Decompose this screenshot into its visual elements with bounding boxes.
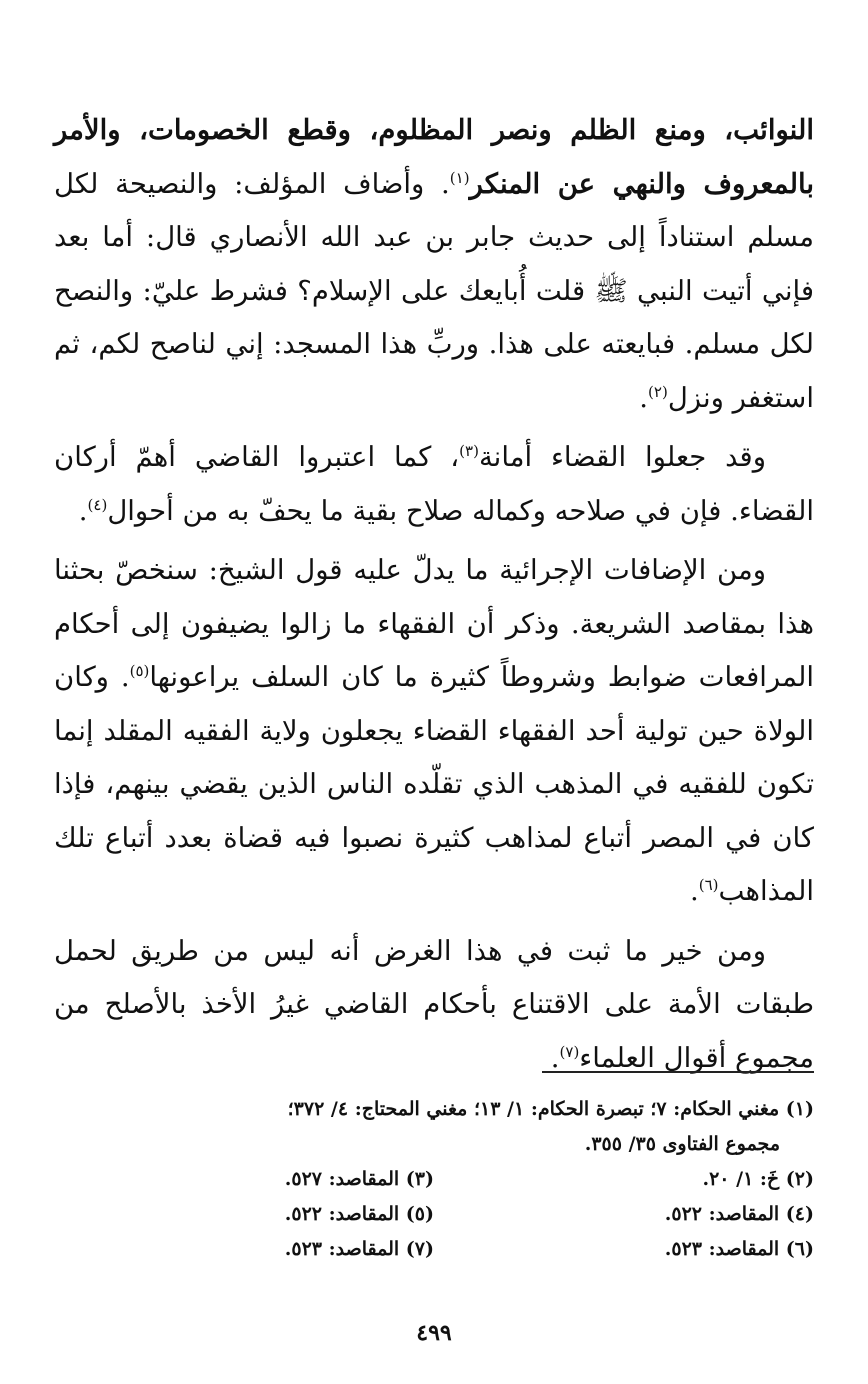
paragraph-text: وقد جعلوا القضاء أمانة bbox=[478, 441, 766, 473]
paragraph-3 bbox=[54, 544, 814, 919]
bold-passage: النوائب، ومنع الظلم ونصر المظلوم، وقطع الخصومات، والأمر بالمعروف والنهي عن المنكر bbox=[54, 114, 814, 200]
footnote-5: (٥) المقاصد: ٥٢٢. bbox=[284, 1203, 434, 1225]
footnote-3: (٣) المقاصد: ٥٢٧. bbox=[284, 1168, 434, 1190]
footnote-row bbox=[54, 1197, 814, 1232]
paragraph-text: ومن الإضافات الإجرائية ما يدلّ عليه قول الشيخ: سنخصّ بحثنا هذا بمقاصد الشريعة. وذكر أن الفقهاء ما زالوا يضيفون إلى أحكام المرافعات ضوابط وشروطاً كثيرة ما كان السلف يراعونها bbox=[54, 554, 814, 693]
footnote-divider bbox=[542, 1071, 814, 1073]
footnote-ref-7[interactable]: (٧) bbox=[559, 1042, 580, 1061]
footnote-1-line-1: (١) مغني الحكام: ٧؛ تبصرة الحكام: ١/ ١٣؛ مغني المحتاج: ٤/ ٣٧٢؛ bbox=[287, 1098, 814, 1120]
paragraph-end: . bbox=[689, 875, 699, 907]
paragraph-text: ومن خير ما ثبت في هذا الغرض أنه ليس من طريق لحمل طبقات الأمة على الاقتناع بأحكام القاضي غيرُ الأخذ بالأصلح من مجموع أقوال العلماء bbox=[54, 934, 814, 1074]
paragraph-text: ، كما اعتبروا القاضي أهمّ أركان القضاء. فإن في صلاحه وكماله صلاح بقية ما يحفّ به من أحوال bbox=[54, 441, 814, 527]
footnote-7: (٧) المقاصد: ٥٢٣. bbox=[284, 1238, 434, 1260]
paragraph-4 bbox=[54, 925, 814, 1086]
footnote-ref-5[interactable]: (٥) bbox=[129, 661, 150, 680]
footnote-row bbox=[54, 1232, 814, 1267]
paragraph-end: . bbox=[550, 1041, 560, 1074]
footnote-ref-2[interactable]: (٢) bbox=[648, 382, 668, 401]
footnote-ref-3[interactable]: (٣) bbox=[459, 441, 479, 460]
footnote-1 bbox=[54, 1092, 814, 1162]
paragraph-2 bbox=[54, 431, 814, 538]
footnote-1-line-2: مجموع الفتاوى ٣٥/ ٣٥٥. bbox=[584, 1133, 780, 1155]
paragraph-text: . وأضاف المؤلف: والنصيحة لكل مسلم استناداً إلى حديث جابر بن عبد الله الأنصاري قال: أما بعد فإني أتيت النبي ﷺ قلت أُبايعك على الإسلام؟ فشرط عليّ: والنصح لكل مسلم. فبايعته على هذا. وربِّ هذا المسجد: إني لناصح لكم، ثم استغفر ونزل bbox=[54, 167, 814, 414]
footnote-6: (٦) المقاصد: ٥٢٣. bbox=[664, 1238, 814, 1260]
paragraph-end: . bbox=[639, 381, 649, 414]
paragraph-end: . bbox=[78, 494, 88, 527]
footnote-row bbox=[54, 1162, 814, 1197]
footnote-ref-1[interactable]: (١) bbox=[449, 168, 470, 187]
body-text bbox=[54, 104, 814, 1091]
footnote-ref-6[interactable]: (٦) bbox=[698, 875, 719, 894]
footnotes bbox=[54, 1092, 814, 1267]
footnote-2: (٢) خَ: ١/ ٢٠. bbox=[702, 1168, 814, 1190]
page-number: ٤٩٩ bbox=[416, 1320, 452, 1346]
footnote-ref-4[interactable]: (٤) bbox=[87, 495, 108, 514]
paragraph-1 bbox=[54, 104, 814, 425]
paragraph-text: . وكان الولاة حين تولية أحد الفقهاء القضاء يجعلون ولاية الفقيه المقلد إنما تكون للفقيه في المذهب الذي تقلّده الناس الذين يقضي بينهم، فإذا كان في المصر أتباع لمذاهب كثيرة نصبوا فيه قضاة بعدد أتباع تلك المذاهب bbox=[54, 661, 814, 907]
footnote-4: (٤) المقاصد: ٥٢٢. bbox=[664, 1203, 814, 1225]
